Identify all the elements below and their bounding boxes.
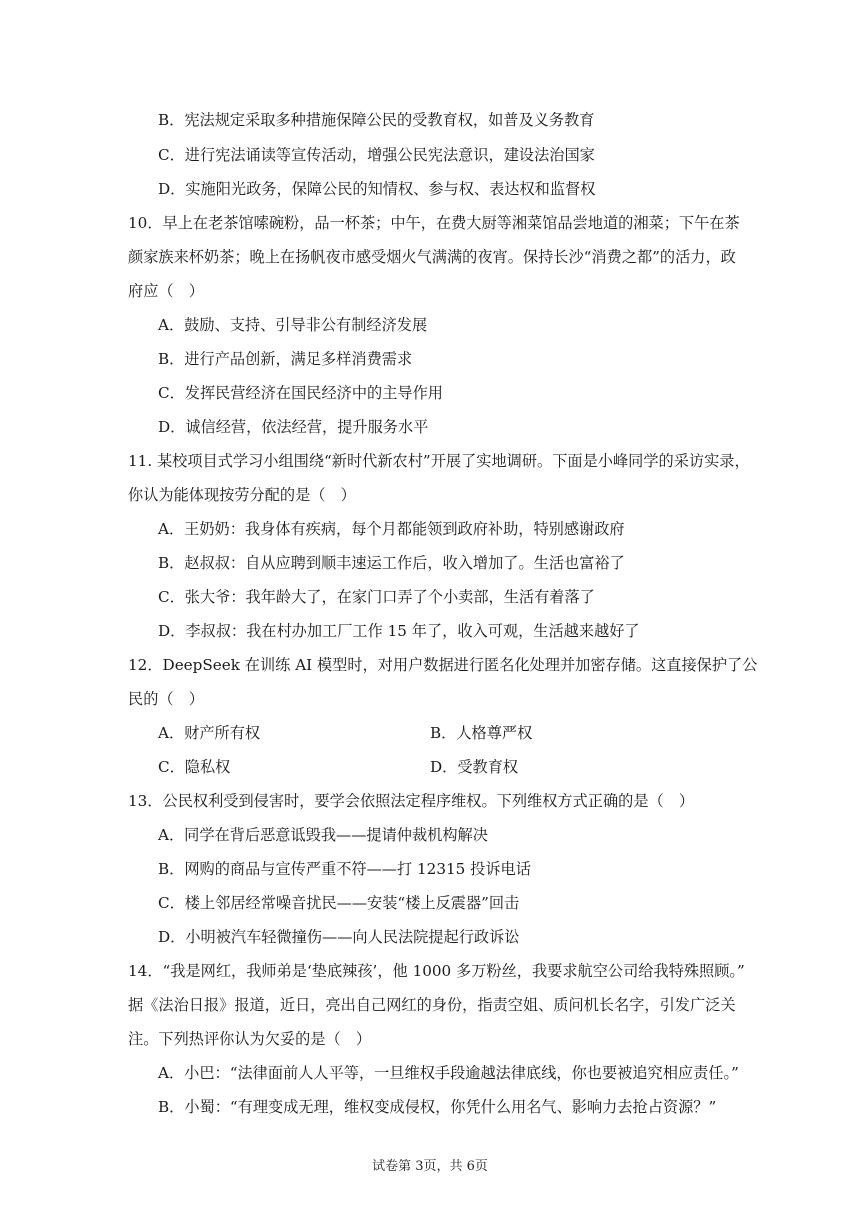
q11-option-c: C．张大爷：我年龄大了，在家门口弄了个小卖部，生活有着落了 bbox=[158, 588, 595, 606]
q10-stem-line-2: 颜家族来杯奶茶；晚上在扬帆夜市感受烟火气满满的夜宵。保持长沙“消费之都”的活力，政 bbox=[128, 248, 736, 266]
q14-stem-line-2: 据《法治日报》报道，近日，亮出自己网红的身份，指责空姐、质问机长名字，引发广泛关 bbox=[128, 996, 736, 1014]
q13-option-c: C．楼上邻居经常噪音扰民——安装“楼上反震器”回击 bbox=[158, 894, 520, 912]
q10-option-b: B．进行产品创新，满足多样消费需求 bbox=[158, 350, 413, 368]
q13-option-d: D．小明被汽车轻微撞伤——向人民法院提起行政诉讼 bbox=[158, 928, 520, 946]
q10-stem-line-3: 府应（ ） bbox=[128, 282, 204, 300]
q10-option-c: C．发挥民营经济在国民经济中的主导作用 bbox=[158, 384, 443, 402]
q14-option-b: B．小蜀：“有理变成无理，维权变成侵权，你凭什么用名气、影响力去抢占资源？” bbox=[158, 1098, 717, 1116]
q9-option-d: D．实施阳光政务，保障公民的知情权、参与权、表达权和监督权 bbox=[158, 180, 596, 198]
q14-stem-line-1: 14．“我是网红，我师弟是‘垫底辣孩’，他 1000 多万粉丝，我要求航空公司给我特殊照顾。” bbox=[128, 962, 745, 980]
q12-stem-line-1: 12．DeepSeek 在训练 AI 模型时，对用户数据进行匿名化处理并加密存储。这直接保护了公 bbox=[128, 656, 758, 674]
q13-option-a: A．同学在背后恶意诋毁我——提请仲裁机构解决 bbox=[158, 826, 488, 844]
q9-option-c: C．进行宪法诵读等宣传活动，增强公民宪法意识，建设法治国家 bbox=[158, 146, 595, 164]
q10-option-a: A．鼓励、支持、引导非公有制经济发展 bbox=[158, 316, 428, 334]
q11-stem-line-2: 你认为能体现按劳分配的是（ ） bbox=[128, 486, 356, 504]
q11-option-d: D．李叔叔：我在村办加工厂工作 15 年了，收入可观，生活越来越好了 bbox=[158, 622, 640, 640]
q14-option-a: A．小巴：“法律面前人人平等，一旦维权手段逾越法律底线，你也要被追究相应责任。” bbox=[158, 1064, 739, 1082]
q11-option-b: B．赵叔叔：自从应聘到顺丰速运工作后，收入增加了。生活也富裕了 bbox=[158, 554, 625, 572]
q13-stem-line-1: 13．公民权利受到侵害时，要学会依照法定程序维权。下列维权方式正确的是（ ） bbox=[128, 792, 695, 810]
q11-option-a: A．王奶奶：我身体有疾病，每个月都能领到政府补助，特别感谢政府 bbox=[158, 520, 625, 538]
q12-option-d: D．受教育权 bbox=[430, 758, 519, 776]
q12-option-b: B．人格尊严权 bbox=[430, 724, 533, 742]
page-footer: 试卷第 3页，共 6页 bbox=[372, 1159, 488, 1174]
q10-option-d: D．诚信经营，依法经营，提升服务水平 bbox=[158, 418, 429, 436]
q9-option-b: B．宪法规定采取多种措施保障公民的受教育权，如普及义务教育 bbox=[158, 111, 595, 129]
q11-stem-line-1: 11. 某校项目式学习小组围绕“新时代新农村”开展了实地调研。下面是小峰同学的采访实录， bbox=[128, 452, 750, 470]
q12-option-c: C．隐私权 bbox=[158, 758, 231, 776]
q13-option-b: B．网购的商品与宣传严重不符——打 12315 投诉电话 bbox=[158, 860, 531, 878]
q12-option-a: A．财产所有权 bbox=[158, 724, 261, 742]
q10-stem-line-1: 10．早上在老茶馆嗦碗粉，品一杯茶；中午，在费大厨等湘菜馆品尝地道的湘菜；下午在茶 bbox=[128, 214, 740, 232]
q14-stem-line-3: 注。下列热评你认为欠妥的是（ ） bbox=[128, 1030, 371, 1048]
q12-stem-line-2: 民的（ ） bbox=[128, 690, 204, 708]
